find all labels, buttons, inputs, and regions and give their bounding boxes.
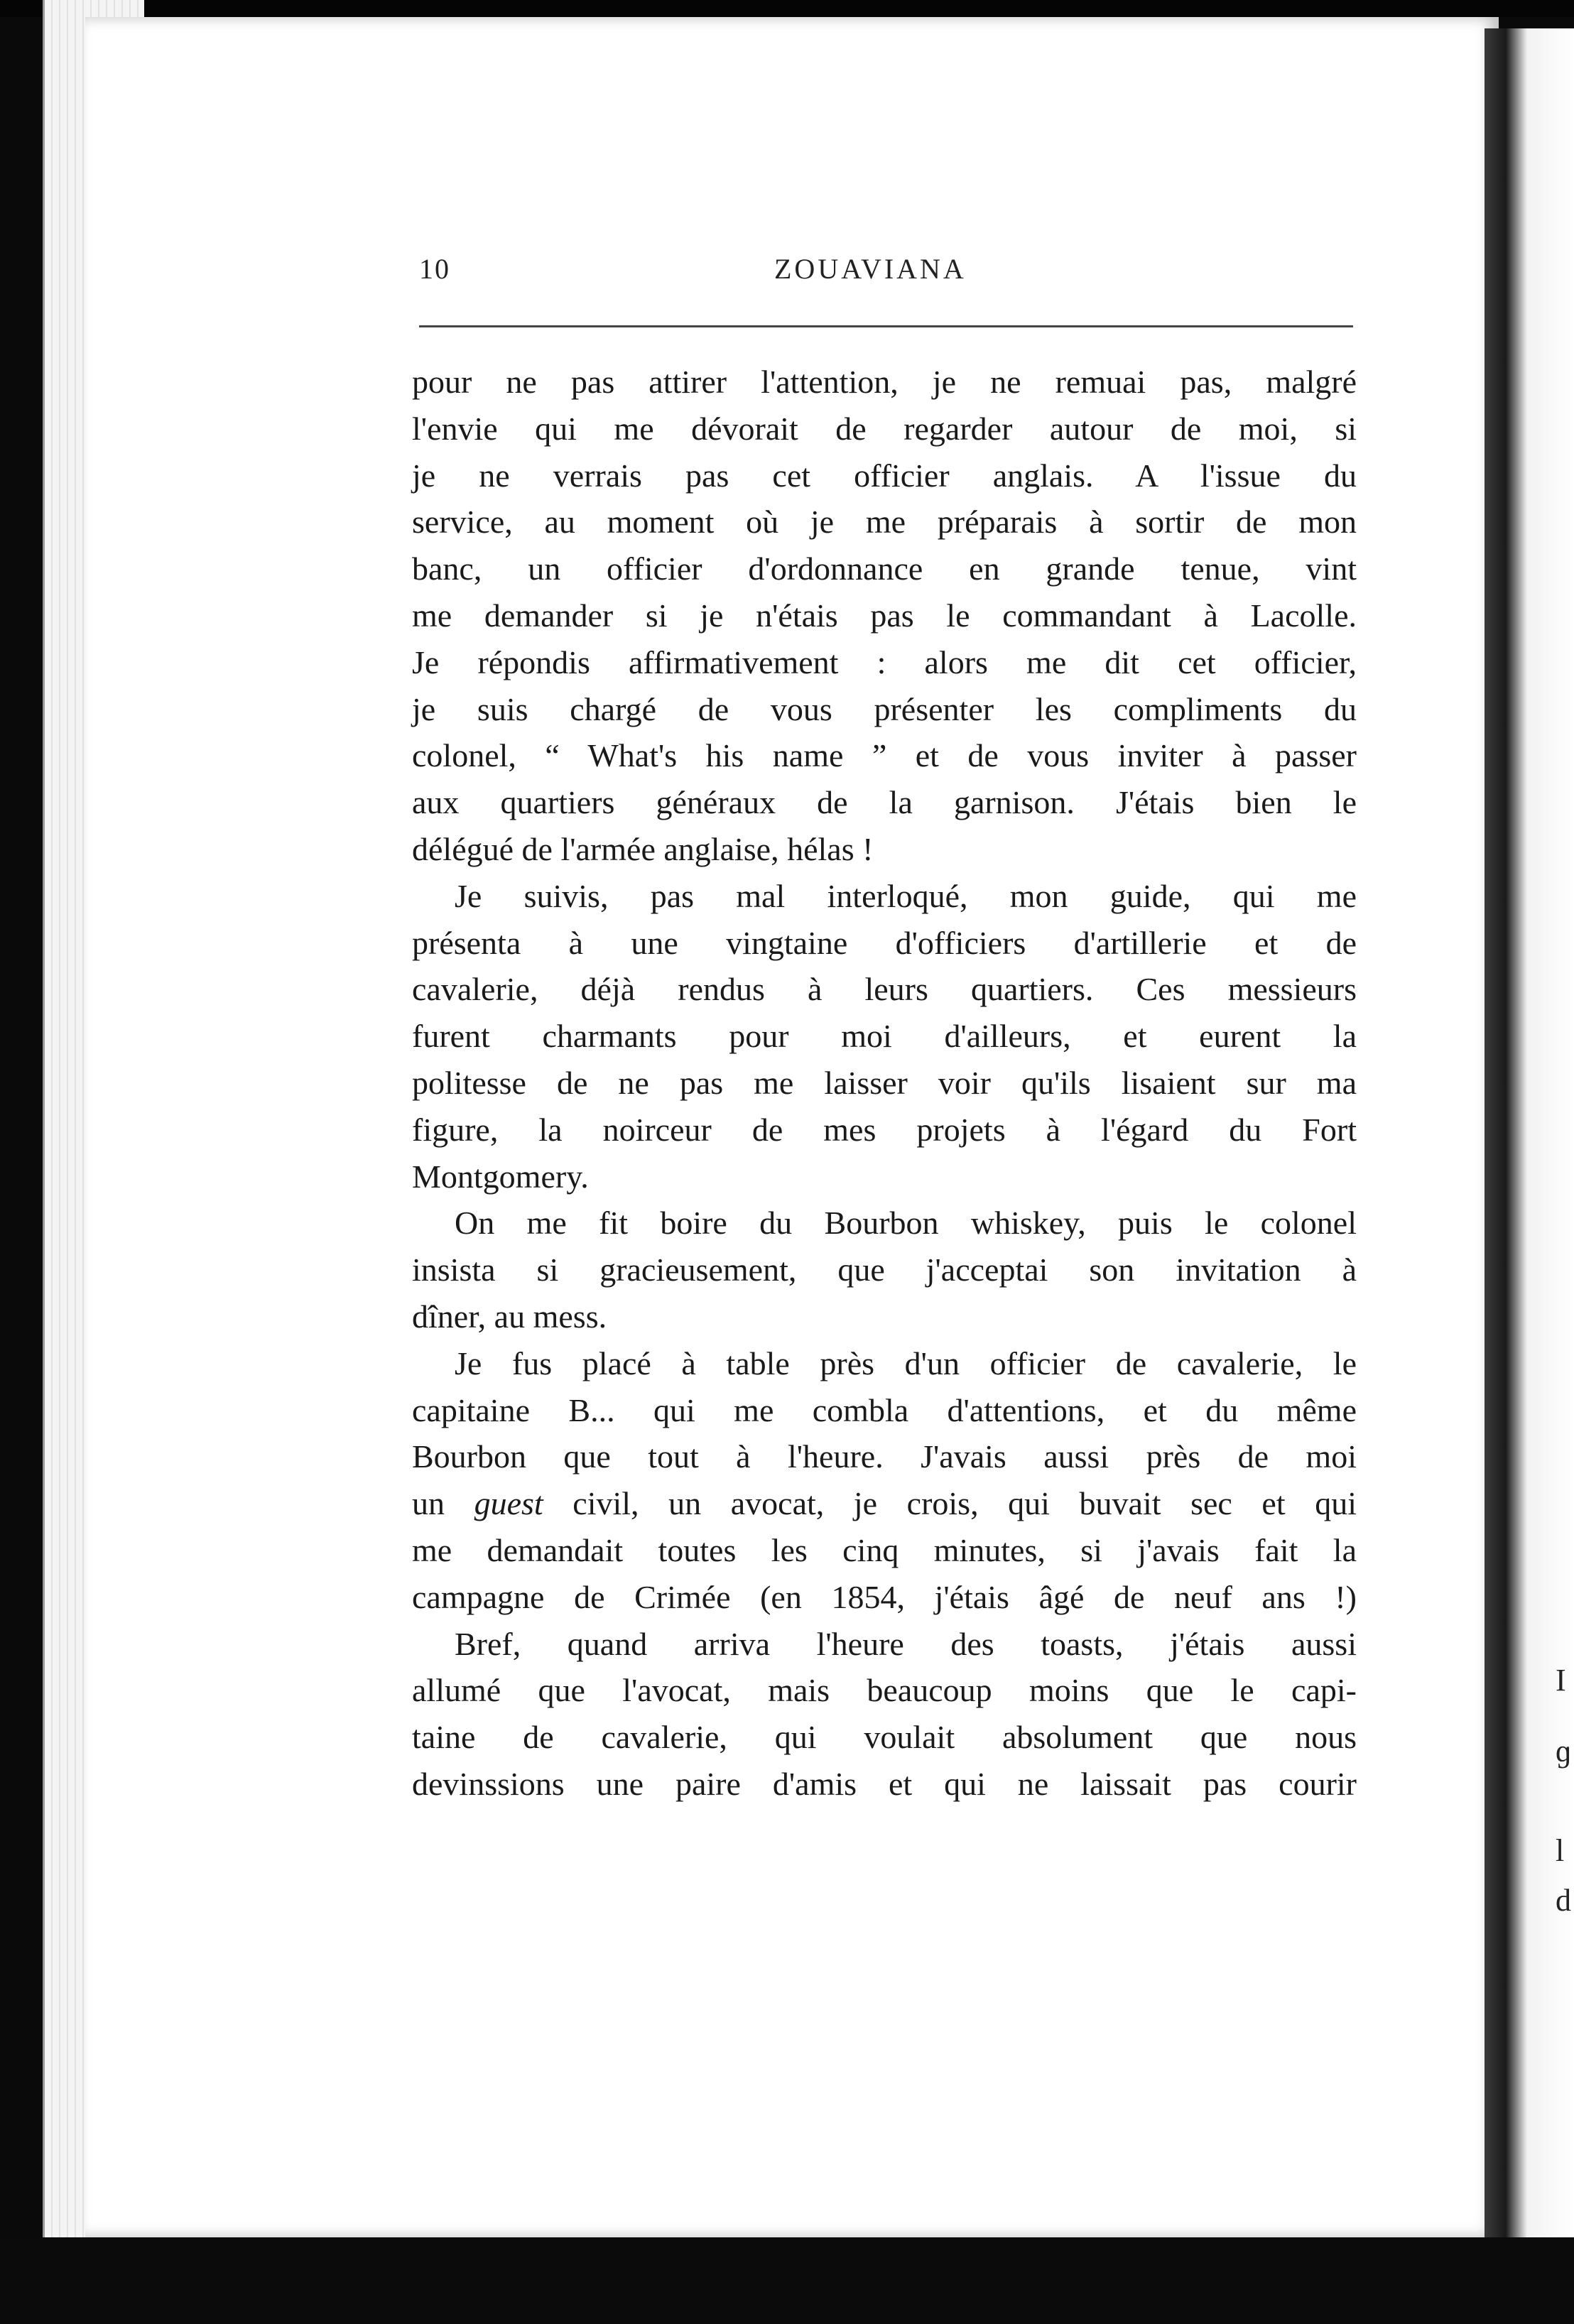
text-line: pour ne pas attirer l'attention, je ne remuai pas, malgré: [412, 364, 1357, 400]
text-line: Je fus placé à table près d'un officier de cavalerie, le: [455, 1345, 1357, 1381]
text-line: me demandait toutes les cinq minutes, si j'avais fait la: [412, 1531, 1357, 1568]
text-line: cavalerie, déjà rendus à leurs quartiers. Ces messieurs: [412, 971, 1357, 1008]
text-line: colonel, “ What's his name ” et de vous inviter à passer: [412, 737, 1357, 774]
text-fragment: un: [412, 1485, 474, 1522]
text-line: Bref, quand arriva l'heure des toasts, j'étais aussi: [455, 1625, 1357, 1662]
text-line: dîner, au mess.: [412, 1298, 607, 1335]
text-line: banc, un officier d'ordonnance en grande tenue, vint: [412, 550, 1357, 587]
text-line: délégué de l'armée anglaise, hélas !: [412, 830, 874, 867]
text-line: figure, la noirceur de mes projets à l'égard du Fort: [412, 1111, 1357, 1148]
text-line: l'envie qui me dévorait de regarder autour de moi, si: [412, 410, 1357, 447]
text-line: Montgomery.: [412, 1158, 589, 1195]
text-line: allumé que l'avocat, mais beaucoup moins que le capi-: [412, 1672, 1357, 1709]
text-line: aux quartiers généraux de la garnison. J'étais bien le: [412, 784, 1357, 821]
text-line: taine de cavalerie, qui voulait absolument que nous: [412, 1719, 1357, 1756]
text-line: Bourbon que tout à l'heure. J'avais aussi près de moi: [412, 1438, 1357, 1475]
text-line: service, au moment où je me préparais à sortir de mon: [412, 504, 1357, 541]
text-line: présenta à une vingtaine d'officiers d'artillerie et de: [412, 924, 1357, 961]
header-rule: [419, 325, 1353, 327]
scan-border-bottom: [0, 2237, 1574, 2324]
text-fragment: civil, un avocat, je crois, qui buvait sec et qui: [543, 1485, 1357, 1522]
text-line: je ne verrais pas cet officier anglais. A l'issue du: [412, 457, 1357, 494]
text-line: [412, 1480, 1357, 1527]
text-line: Je suivis, pas mal interloqué, mon guide, qui me: [455, 877, 1357, 914]
scan-border-top: [0, 0, 1574, 17]
text-line: politesse de ne pas me laisser voir qu'ils lisaient sur ma: [412, 1064, 1357, 1101]
running-title: ZOUAVIANA: [774, 253, 967, 285]
facing-page-fragment: ɡ: [1556, 1734, 1571, 1769]
text-line: me demander si je n'étais pas le commandant à Lacolle.: [412, 597, 1357, 634]
text-line: je suis chargé de vous présenter les compliments du: [412, 690, 1357, 727]
page-number: 10: [419, 253, 450, 285]
text-line: devinssions une paire d'amis et qui ne laissait pas courir: [412, 1765, 1357, 1802]
running-header: [419, 252, 1357, 295]
facing-page-fragment: d: [1556, 1883, 1571, 1918]
facing-page-fragment: l: [1556, 1833, 1565, 1868]
body-text: [412, 359, 1357, 1808]
facing-page-fragment: I: [1556, 1663, 1566, 1698]
italic-word: guest: [474, 1485, 543, 1522]
text-line: Je répondis affirmativement : alors me dit cet officier,: [412, 644, 1357, 680]
text-line: capitaine B... qui me combla d'attentions, et du même: [412, 1391, 1357, 1428]
text-line: furent charmants pour moi d'ailleurs, et eurent la: [412, 1018, 1357, 1055]
text-line: On me fit boire du Bourbon whiskey, puis le colonel: [455, 1205, 1357, 1242]
text-line: insista si gracieusement, que j'acceptai son invitation à: [412, 1251, 1357, 1288]
text-line: campagne de Crimée (en 1854, j'étais âgé de neuf ans !): [412, 1578, 1357, 1615]
